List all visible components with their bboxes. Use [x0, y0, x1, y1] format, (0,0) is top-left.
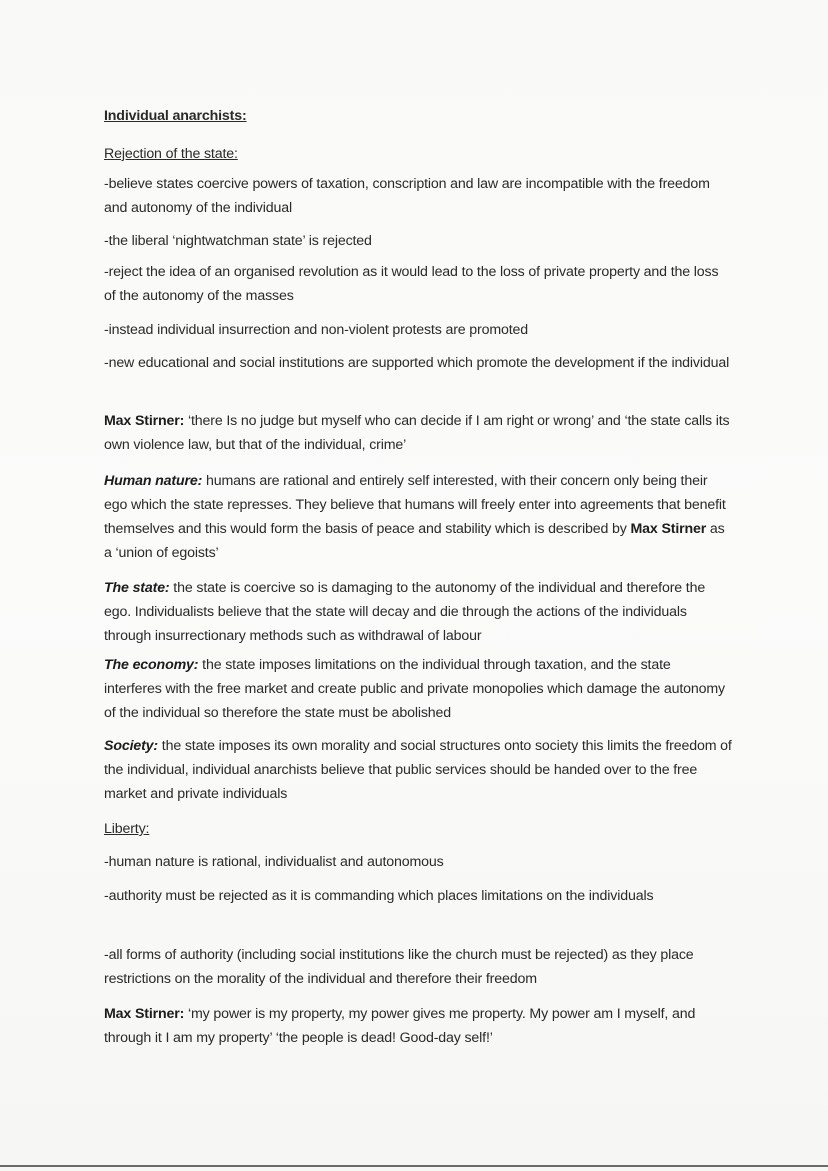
quote-label: Max Stirner:: [104, 1006, 185, 1022]
state-paragraph: [104, 576, 732, 648]
quote-text: ‘there Is no judge but myself who can decide if I am right or wrong’ and ‘the state calls its own violence law, but that of the individual, crime’: [104, 413, 730, 453]
economy-paragraph: [104, 653, 732, 725]
rejection-point: -instead individual insurrection and non-violent protests are promoted: [104, 322, 529, 338]
society-label: Society:: [104, 738, 158, 754]
human-nature-text: humans are rational and entirely self interested, with their concern only being their ego which the state represses. They believe that humans will freely enter into agreements that benefit themselves and this would form the basis of peace and stability which is described by: [104, 473, 726, 537]
rejection-point: -new educational and social institutions are supported which promote the development if the individual: [104, 355, 730, 371]
rejection-point: -reject the idea of an organised revolution as it would lead to the loss of private property and the loss of the autonomy of the masses: [104, 264, 719, 304]
liberty-point: -authority must be rejected as it is commanding which places limitations on the individuals: [104, 888, 654, 904]
liberty-point: -all forms of authority (including social institutions like the church must be rejected) as they place restrictions on the morality of the individual and therefore their freedom: [104, 947, 694, 987]
state-text: the state is coercive so is damaging to the autonomy of the individual and therefore the ego. Individualists believe that the state will decay and die through the actions of the individuals through insurrectionary methods such as withdrawal of labour: [104, 580, 706, 644]
quote-label: Max Stirner:: [104, 413, 185, 429]
society-paragraph: [104, 734, 732, 806]
section-heading-liberty: Liberty:: [104, 821, 150, 837]
economy-label: The economy:: [104, 657, 199, 673]
state-label: The state:: [104, 580, 170, 596]
human-nature-paragraph: [104, 469, 732, 565]
rejection-point: -the liberal ‘nightwatchman state’ is rejected: [104, 233, 372, 249]
economy-text: the state imposes limitations on the individual through taxation, and the state interferes with the free market and create public and private monopolies which damage the autonomy of the individual so therefore the state must be abolished: [104, 657, 725, 721]
stirner-quote-2: [104, 1002, 732, 1050]
page-edge: [0, 1165, 828, 1167]
section-heading-rejection: Rejection of the state:: [104, 146, 238, 162]
liberty-point: -human nature is rational, individualist and autonomous: [104, 854, 444, 870]
human-nature-label: Human nature:: [104, 473, 203, 489]
stirner-quote-1: [104, 409, 732, 457]
society-text: the state imposes its own morality and social structures onto society this limits the freedom of the individual, individual anarchists believe that public services should be handed over to the free market and private individuals: [104, 738, 732, 802]
human-nature-text-end: as a ‘union of egoists’: [104, 521, 725, 561]
quote-text: ‘my power is my property, my power gives me property. My power am I myself, and through it I am my property’ ‘the people is dead! Good-day self!’: [104, 1006, 696, 1046]
document-title: Individual anarchists:: [104, 108, 247, 124]
stirner-name: Max Stirner: [630, 521, 707, 537]
rejection-point: -believe states coercive powers of taxation, conscription and law are incompatible with the freedom and autonomy of the individual: [104, 176, 710, 216]
